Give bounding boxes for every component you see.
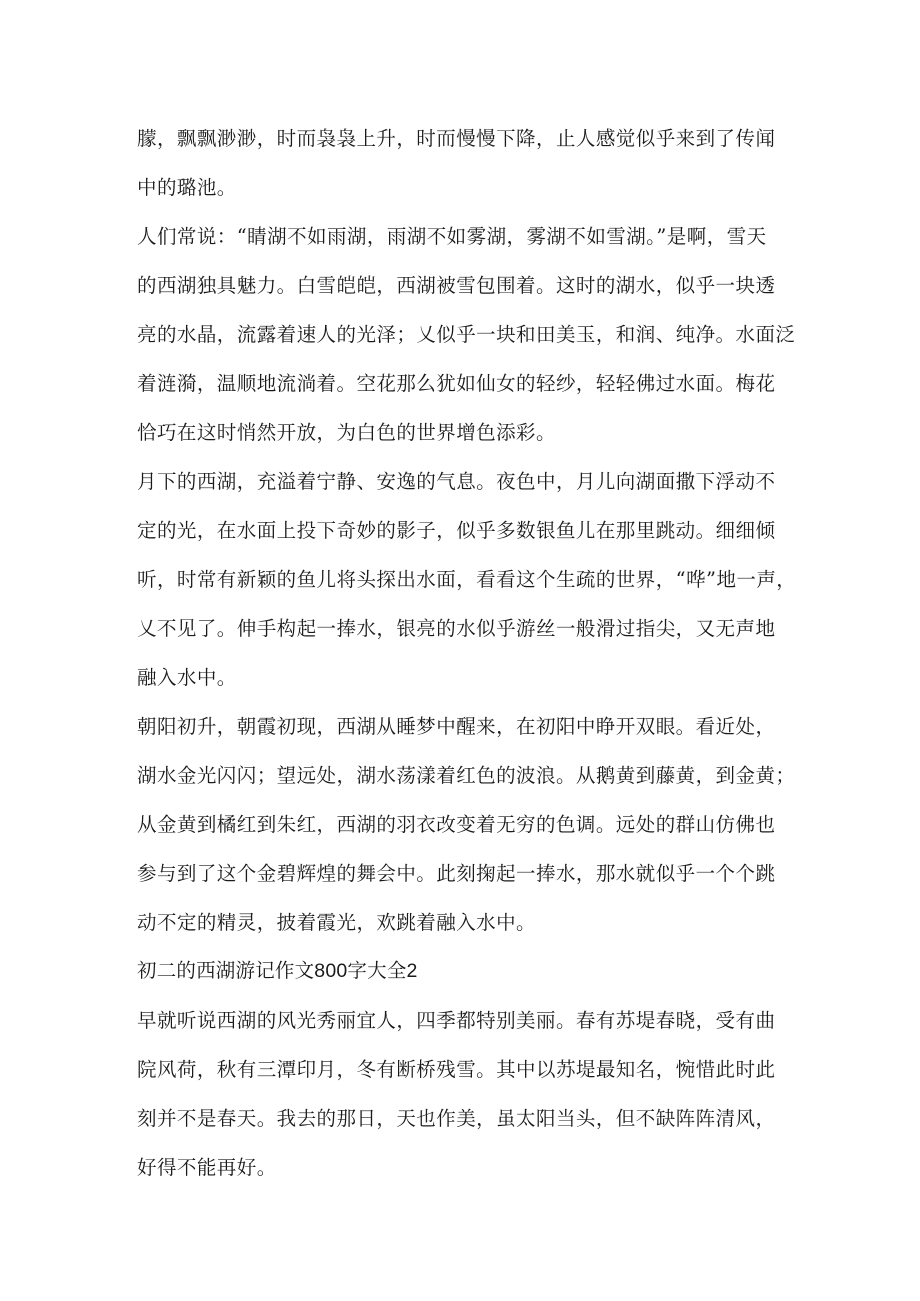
- text-line: 湖水金光闪闪；望远处，湖水荡漾着红色的波浪。从鹅黄到藤黄，到金黄；: [137, 764, 796, 787]
- text-line: 定的光，在水面上投下奇妙的影子，似乎多数银鱼儿在那里跳动。细细倾: [137, 519, 776, 542]
- text-line: 早就听说西湖的风光秀丽宜人，四季都特别美丽。春有苏堤春晓，受有曲: [137, 1009, 776, 1032]
- text-line: 朝阳初升，朝霞初现，西湖从睡梦中醒来，在初阳中睁开双眼。看近处，: [137, 715, 776, 738]
- text-line: 亮的水晶，流露着速人的光泽；乂似乎一块和田美玉，和润、纯净。水面泛: [137, 323, 796, 346]
- text-line: 中的璐池。: [137, 176, 237, 199]
- text-line: 动不定的精灵，披着霞光，欢跳着融入水中。: [137, 911, 537, 934]
- text-line: 着涟漪，温顺地流淌着。空花那么犹如仙女的轻纱，轻轻佛过水面。梅花: [137, 372, 776, 395]
- text-line: 刻并不是春天。我去的那日，天也作美，虽太阳当头，但不缺阵阵清风，: [137, 1107, 776, 1130]
- text-line: 从金黄到橘红到朱红，西湖的羽衣改变着无穷的色调。远处的群山仿佛也: [137, 813, 776, 836]
- text-line: 朦，飘飘渺渺，时而袅袅上升，时而慢慢下降，止人感觉似乎来到了传闻: [137, 127, 776, 150]
- text-line: 融入水中。: [137, 666, 237, 689]
- section-heading: 初二的西湖游记作文800字大全2: [137, 960, 418, 982]
- text-line: 月下的西湖，充溢着宁静、安逸的气息。夜色中，月儿向湖面撒下浮动不: [137, 470, 776, 493]
- text-line: 恰巧在这时悄然开放，为白色的世界增色添彩。: [137, 421, 556, 444]
- text-line: 的西湖独具魅力。白雪皑皑，西湖被雪包围着。这时的湖水，似乎一块透: [137, 274, 776, 297]
- text-line: 听，时常有新颖的鱼儿将头探出水面，看看这个生疏的世界，“哗”地一声，: [137, 568, 797, 591]
- text-line: 参与到了这个金碧辉煌的舞会中。此刻掬起一捧水，那水就似乎一个个跳: [137, 862, 776, 885]
- text-line: 院风荷，秋有三潭印月，冬有断桥残雪。其中以苏堤最知名，惋惜此时此: [137, 1058, 776, 1081]
- text-line: 乂不见了。伸手构起一捧水，银亮的水似乎游丝一般滑过指尖，又无声地: [137, 617, 776, 640]
- document-body: [137, 114, 797, 1192]
- text-line: 人们常说：“睛湖不如雨湖，雨湖不如雾湖，雾湖不如雪湖。”是啊，雪天: [137, 225, 767, 248]
- text-line: 好得不能再好。: [137, 1156, 277, 1179]
